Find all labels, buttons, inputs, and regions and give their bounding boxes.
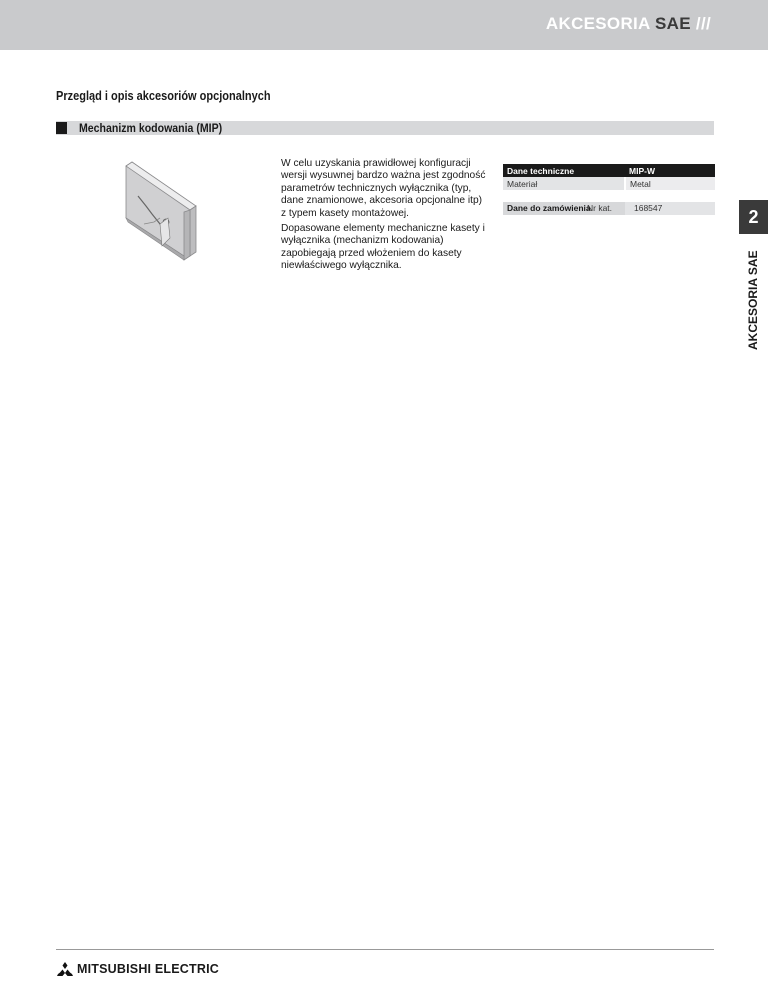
- overview-title: Przegląd i opis akcesoriów opcjonalnych: [56, 89, 271, 103]
- description: [281, 158, 486, 276]
- chapter-side-label: AKCESORIA SAE: [746, 250, 760, 350]
- tech-header-model: MIP-W: [625, 164, 715, 177]
- footer-logo: [56, 962, 219, 976]
- tech-data-table: [503, 164, 715, 190]
- header-title-part3: ///: [695, 14, 711, 33]
- description-paragraph-2: Dopasowane elementy mechaniczne kasety i wyłącznika (mechanizm kodowania) zapobiegają przed włożeniem do kasety niewłaściwego wyłącznika.: [281, 223, 485, 272]
- three-diamonds-icon: [56, 962, 74, 976]
- tech-table-header: [503, 164, 715, 177]
- description-paragraph-1: W celu uzyskania prawidłowej konfiguracji wersji wysuwnej bardzo ważna jest zgodność parametrów technicznych wyłącznika (typ, dane znamionowe, akcesoria opcjonalne itp) z typem kasety montażowej.: [281, 158, 486, 219]
- order-number: 168547: [634, 203, 663, 213]
- header-title: [546, 14, 711, 34]
- order-nr-label: Nr kat.: [587, 203, 613, 213]
- footer-divider: [56, 949, 714, 950]
- order-label: Dane do zamówienia: [503, 202, 625, 215]
- header-title-part2: SAE: [655, 14, 691, 33]
- footer-brand: MITSUBISHI ELECTRIC: [77, 962, 219, 976]
- table-row: [503, 177, 715, 190]
- header-title-part1: AKCESORIA: [545, 14, 650, 33]
- order-data: [503, 202, 715, 215]
- tech-row-value: Metal: [625, 177, 715, 190]
- chapter-number: 2: [739, 200, 768, 234]
- section-title: Mechanizm kodowania (MIP): [79, 121, 223, 135]
- section-square-icon: [56, 122, 67, 134]
- header-bar: [0, 0, 768, 50]
- tech-row-label: Materiał: [503, 177, 625, 190]
- tech-header-label: Dane techniczne: [503, 164, 625, 177]
- section-bar: [56, 121, 714, 135]
- coding-mechanism-image: [124, 160, 206, 264]
